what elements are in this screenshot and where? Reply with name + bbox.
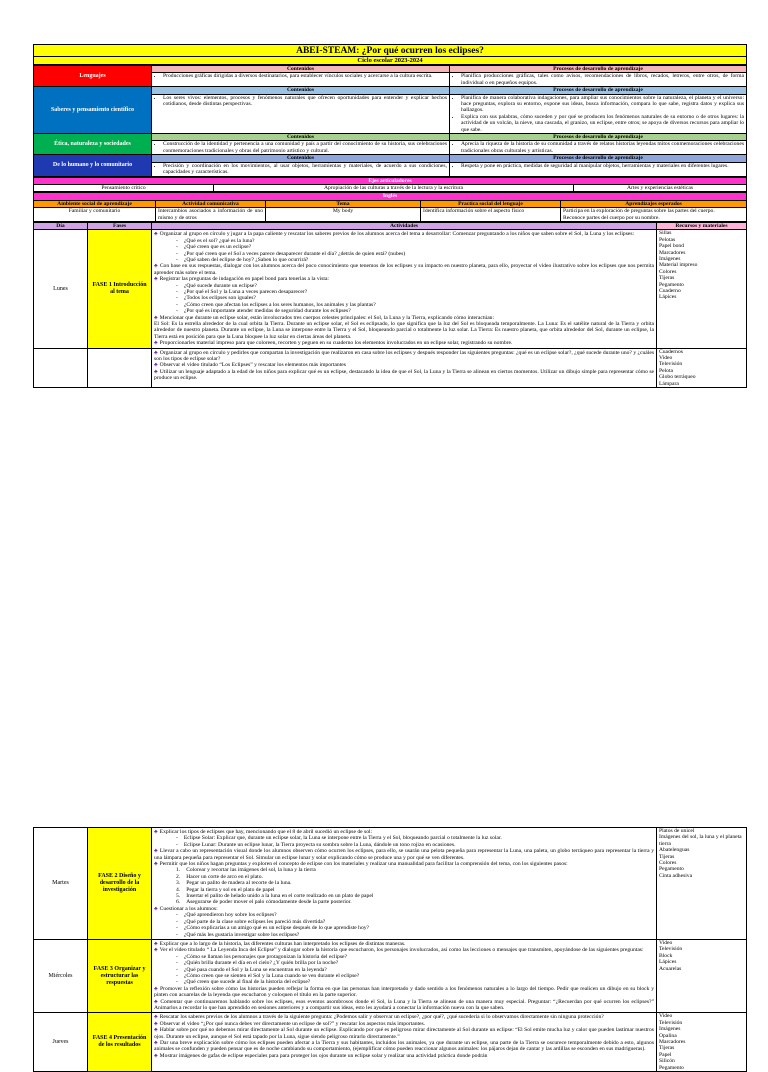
material-item: Cuadernos [659,348,683,355]
step-number: 2. [176,873,181,880]
dash-icon: - [176,966,178,973]
step-number: 3. [176,880,181,887]
procesos-cell [450,162,747,176]
bullet-list [154,141,447,154]
procesos-cell [450,94,747,133]
material-item: Tijeras [659,275,675,282]
activity-bullet-icon: ♣ [154,314,158,321]
day-cell: Jueves [34,1013,88,1072]
subitem-text: Eclipse Solar: Explicar que, durante un eclipse solar, la Luna se interpone entre la Tierra y el Sol, bloqueando parcial o totalmente la luz solar. [183,835,502,842]
activity-text: Explicar los tipos de eclipses que hay, mencionando que el 8 de abril sucedió un eclipse de sol: [159,829,373,835]
activities-cell [152,939,657,1012]
activity-text: Mencionar que durante un eclipse solar, están involucrados tres cuerpos celestes principales: el Sol, la Luna y la Tierra, explicando cómo interactúan: [159,314,495,321]
activity-item [154,321,654,340]
contenidos-header: Contenidos [152,155,450,162]
phase-cell: FASE 4 Presentación de los resultados [88,1013,152,1072]
activity-item [154,1040,654,1053]
lesson-plan-page-1 [33,44,746,388]
bullet-item: • Precisión y coordinación en los movimientos, al usar objetos, herramientas y materiales, de acuerdo a sus condiciones, capacidades y características. [163,163,447,176]
bullet-item: • Respeta y pone en práctica, medidas de seguridad al manipular objetos, herramientas y materiales en diferentes lugares. [461,163,744,169]
bullet-item: • Aprecia la riqueza de la historia de su comunidad a través de relatos historias leyendas mitos conmemoraciones celebraciones tradicionales obras culturales y artísticas. [461,141,744,154]
step-number: 4. [176,886,181,893]
english-col-header: Aprendizajes esperados [561,200,747,207]
day-cell: Lunes [34,230,88,348]
english-cell [561,208,747,222]
material-item: Papel [659,1051,672,1058]
dash-icon: - [176,308,178,315]
eje-item: Pensamiento crítico [34,184,214,191]
plan-col-header: Actividades [152,222,657,229]
material-item: Platos de unicel [659,828,695,834]
dash-icon: - [176,250,178,257]
area-name: Saberes y pensamiento científico [34,87,152,134]
school-cycle: Ciclo escolar 2023-2024 [34,57,747,65]
material-item: Televisión [659,361,683,368]
activity-text: Explicar que a lo largo de la historia, las diferentes culturas han interpretado los eclipses de distintas maneras. [159,940,406,947]
bullet-item: • Los seres vivos: elementos, procesos y fenómenos naturales que ofrecen oportunidades para entender y explicar hechos cotidianos, desde distintas perspectivas. [163,95,447,108]
subitem-text: ¿Por qué el Sol y la Luna a veces parecen desaparecer? [183,289,308,295]
activity-bullet-icon: ♣ [154,985,159,992]
activity-bullet-icon: ♣ [154,829,158,835]
contenido-cell [152,162,450,176]
material-item: Imágenes [659,1026,681,1033]
material-item: Papel bond [659,243,685,250]
material-item: Pelota [659,367,673,374]
plan-row [34,828,747,940]
activity-bullet-icon: ♣ [154,340,158,347]
activity-text: Utilizar un lenguaje adaptado a la edad de los niños para explicar qué es un eclipse, destacando la idea de que el Sol, la Luna y la Tierra se alinean en ciertos momentos. Utilizar un dibujo simple para representar cómo se produce un eclipse. [154,368,655,382]
material-item: Block [659,952,673,959]
english-cell: Intercambios asociados a información de uno mismo y de otros [156,208,266,222]
activity-text: Observar el video “¿Por qué nunca debes ver directamente un eclipse de sol?” y rescatar los aspectos más importantes. [159,1020,426,1027]
plan-table-2 [33,827,747,1072]
activity-text: Permitir que los niños hagan preguntas y exploren el concepto de eclipse con los materiales y realizar una manualidad para facilitar la comprensión del tema, con los siguientes pasos: [159,861,568,868]
contenidos-header: Contenidos [152,66,450,73]
bullet-list [154,95,447,108]
material-item: Sillas [659,230,672,237]
contenido-cell [152,73,450,87]
step-text: Hacer un corte de arco en el plato. [186,873,263,880]
activity-bullet-icon: ♣ [154,349,158,356]
activity-bullet-icon: ♣ [154,1027,158,1034]
subitem-text: Eclipse Lunar: Durante un eclipse lunar, la Tierra proyecta su sombra sobre la Luna, dándole un tono rojizo en ocasiones. [183,841,456,848]
step-text: Asegurarse de poder mover el palo cómodamente desde la parte posterior. [186,899,352,906]
bullet-item: • Planifica de manera colaborativa indagaciones, para ampliar sus conocimientos sobre la naturaleza, el planeta y el universo: hace preguntas, explora su entorno, expone sus ideas, busca información, compara lo que sabe, registra datos y explica sus hallazgos. [461,95,744,114]
material-item: Lápices [659,294,677,301]
activity-text: Comentar que continuaremos hablando sobre los eclipses, esos eventos asombrosos donde el Sol, la Luna y la Tierra se alinean de una manera muy especial. Preguntar: “¿Recuerdan por qué ocurren los eclipses?” Animarlos a recordar lo que han aprendido en sesiones anteriores y a compartir sus ideas, esto les ayudará a conectar la información nueva con la que saben. [154,998,654,1011]
material-item: Pegamento [659,1064,684,1071]
dash-icon: - [176,912,178,919]
activity-text: Mostrar imágenes de gafas de eclipse especiales para para proteger los ojos durante un eclipse solar y realizar una actividad práctica donde podrán [159,1052,488,1059]
phase-cell [88,348,152,387]
procesos-header: Procesos de desarrollo de aprendizaje [450,66,747,73]
dash-icon: - [176,282,178,289]
plan-table-1 [33,222,747,388]
material-item: Marcadores [659,1039,686,1045]
materials-cell [657,348,747,387]
activity-bullet-icon: ♣ [154,263,158,270]
english-cell: My body [266,208,421,222]
bullet-item: • Planifica producciones gráficas, tales como avisos, recomendaciones de libros, recados, letreros, entre otros, de forma individual o en pequeños equipos. [461,73,744,86]
activity-text: Hablar sobre por qué no debemos mirar directamente al Sol durante un eclipse. Explicando por qué es peligroso mirar directamente al Sol durante un eclipse: “El Sol emite mucha luz y calor que pueden lastimar nuestros ojos. Durante un eclipse, aunque el Sol está tapado por la Luna, sigue siendo peligroso mirarlo directamente.” [154,1027,654,1040]
activity-bullet-icon: ♣ [154,1014,158,1021]
activity-item [154,1027,654,1040]
materials-cell [657,939,747,1012]
dash-icon: - [176,256,178,263]
activity-item [154,848,654,861]
activities-cell [152,348,657,387]
english-col-header: Actividad comunicativa [156,200,266,207]
procesos-header: Procesos de desarrollo de aprendizaje [450,155,747,162]
dash-icon: - [176,841,178,848]
material-item: Video [659,355,673,362]
dash-icon: - [176,289,178,295]
material-item: Cuaderno [659,288,681,294]
material-item: Lámpara [659,380,679,387]
ejes-header: Ejes articuladores [34,177,747,184]
eje-item: Artes y experiencias estéticas [574,184,747,191]
material-item: Pegamento [659,281,684,288]
subitem-text: ¿Quién brilla durante el día en el cielo? ¿Y quién brilla por la noche? [183,960,339,967]
activity-text: Rescatar los saberes previos de los alumnos a través de la siguiente pregunta: ¿Podemos salir y observar un eclipse?, ¿por qué?, ¿qué sucedería si lo observamos directamente sin ninguna protección? [159,1014,604,1021]
material-item: Televisión [659,1019,683,1026]
english-col-header: Practica social del lenguaje [421,200,561,207]
subitem-text: ¿Todos los eclipses son iguales? [183,295,256,302]
bullet-list [452,141,744,154]
material-item: Imágenes [659,255,681,262]
eje-item: Apropiación de las culturas a través de la lectura y la escritura [214,184,574,191]
subitem-text: ¿Qué creen que es un eclipse? [183,244,252,251]
subitem-text: ¿Cómo creen que se sienten el Sol y la Luna cuando se ven durante el eclipse? [183,972,360,979]
bullet-item: • Producciones gráficas dirigidas a diversos destinatarios, para establecer vínculos sociales y acercarse a la cultura escrita. [163,73,447,79]
dash-icon: - [176,931,178,938]
material-item: Marcadores [659,249,686,256]
materials-cell [657,1013,747,1072]
bullet-item: • Construcción de la identidad y pertenencia a una comunidad y país a partir del conocimiento de su historia, sus celebraciones conmemoraciones tradicionales y obras del patrimonio artístico y cultural. [163,141,447,154]
step-text: Pegar un palito de madera al recorte de la luna. [186,880,292,887]
dash-icon: - [176,925,178,932]
phase-cell: FASE 1 Introducción al tema [88,230,152,348]
plan-row [34,230,747,348]
activity-item [154,350,654,363]
expected-learning: Participa en la exploración de preguntas sobre las partes del cuerpo. [563,208,715,215]
activity-text: Cuestionar a los alumnos: [159,905,218,912]
material-item: Pelotas [659,236,676,243]
activity-bullet-icon: ♣ [154,947,158,954]
ejes-table [33,177,747,193]
day-cell: Martes [34,828,88,940]
english-cell: Familiar y comunitario [34,208,156,222]
material-item: Abatelenguas [659,847,690,854]
lesson-plan-page-2 [33,827,746,1072]
activity-bullet-icon: ♣ [154,362,158,369]
step-text: Pegar la tierra y sol en el plato de papel [186,886,275,893]
subitem-text: ¿Cómo explicarías a un amigo qué es un eclipse después de lo que aprendiste hoy? [183,925,370,932]
header-table [33,44,747,65]
activity-subitem [176,932,654,938]
activity-text: Dar una breve explicación sobre cómo los eclipses pueden afectar a la Tierra y sus habitantes, incluidos los animales, ya que durante un eclipse, una parte de la Tierra se oscurece temporalmente debido a esto, algunos animales se confunden y pueden pensar que es de noche cambiando su comportamiento, (ejemplificar cómo pueden reaccionar algunos animales: los pájaros dejan de cantar y las ardillas se esconden en sus madrigueras). [154,1040,655,1053]
subitem-text: ¿Qué parte de la clase sobre eclipses les pareció más divertida? [183,918,326,925]
activity-bullet-icon: ♣ [154,1052,158,1059]
english-cell: Identifica información sobre el aspecto físico [421,208,561,222]
material-item: Tijeras [659,1045,675,1052]
material-item: Material impreso [659,262,698,269]
activity-bullet-icon: ♣ [154,1020,158,1027]
activity-item [154,369,654,382]
material-item: Colores [659,268,677,275]
activity-item [154,986,654,999]
dash-icon: - [176,244,178,251]
activities-cell [152,1013,657,1072]
activity-text: Organizar al grupo en círculo y jugar a la papa caliente y rescatar los saberes previos de los alumnos acerca del tema a desarrollar: Comenzar preguntando a los niños que saben sobre el Sol, la Luna y los eclipses: [159,231,635,238]
step-number: 6. [176,899,181,906]
activity-bullet-icon: ♣ [154,368,158,375]
subitem-text: ¿Qué saben del eclipse de hoy? ¿Saben lo que ocurrirá? [183,256,309,263]
activity-item [154,1053,654,1059]
contenidos-header: Contenidos [152,87,450,94]
activities-cell [152,230,657,348]
day-cell: Miércoles [34,939,88,1012]
english-table [33,192,747,222]
procesos-cell [450,141,747,155]
dash-icon: - [176,835,178,842]
subitem-text: ¿Qué creen que sucede al final de la historia del eclipse? [183,979,311,986]
activity-bullet-icon: ♣ [154,861,158,868]
step-text: Insertar el palito de helado unido a la luna en el corte realizado en un plato de papel [186,893,374,900]
activity-item [154,999,654,1012]
dash-icon: - [176,237,178,244]
bullet-list [154,73,447,79]
activity-bullet-icon: ♣ [154,905,158,912]
activity-text: Ver el video titulado “ La Leyenda Inca del Eclipse” y dialogar sobre la historia que escucharon, los personajes involucrados, así como las lecciones o mensajes que transmiten, apoyándose de las siguientes preguntas: [159,947,644,954]
material-item: Silicón [659,1058,675,1065]
dash-icon: - [176,953,178,960]
materials-cell [657,828,747,940]
activity-text: Promover la reflexión sobre cómo las historias pueden reflejar la forma en que las personas han interpretado y dado sentido a los fenómenos naturales a lo largo del tiempo. Pedir que realicen un dibujo en su block y pinten con acuarelas de la leyenda que escucharon y coloquen el título en la parte superior. [154,985,654,999]
dash-icon: - [176,972,178,979]
step-text: Colorear y recortar las imágenes del sol, la luna y la tierra [186,867,316,874]
activity-bullet-icon: ♣ [154,276,158,283]
contenido-cell [152,94,450,133]
subitem-text: ¿Qué más les gustaría investigar sobre los eclipses? [183,931,300,938]
document-title: ABEI-STEAM: ¿Por qué ocurren los eclipses? [34,45,747,57]
bullet-list [452,163,744,169]
material-item: Televisión [659,946,683,953]
activity-text: Registrar las preguntas de indagación en papel bond para tenerlas a la vista: [159,276,329,283]
english-header: Inglés [34,193,747,200]
activity-bullet-icon: ♣ [154,998,159,1005]
dash-icon: - [176,960,178,967]
material-item: Acuarelas [659,965,682,972]
step-number: 1. [176,867,181,874]
contenidos-header: Contenidos [152,134,450,141]
plan-col-header: Recursos y materiales [657,222,747,229]
areas-table [33,65,747,177]
subitem-text: ¿Qué aprendieron hoy sobre los eclipses? [183,912,277,919]
expected-learning: Reconoce partes del cuerpo por su nombre. [563,214,660,221]
activity-bullet-icon: ♣ [154,848,158,855]
dash-icon: - [176,918,178,925]
material-item: Pegamento [659,866,684,873]
dash-icon: - [176,295,178,302]
area-name: Ética, naturaleza y sociedades [34,134,152,155]
activity-text: Proporcionarles material impreso para que coloreen, recorten y peguen en su cuaderno los elementos involucrados en un eclipse solar, registrando su nombre. [159,340,513,347]
subitem-text: ¿Por qué es importante atender medidas de seguridad durante los eclipses? [183,308,351,315]
contenido-cell [152,141,450,155]
subitem-text: ¿Cómo se llaman los personajes que protagonizan la historia del eclipse? [183,953,347,960]
activity-item [154,263,654,276]
bullet-item: • Explica con sus palabras, cómo suceden y por qué se producen los fenómenos naturales de su entorno o de otros lugares: la actividad de un volcán, la nieve, una cascada, el granizo, un eclipse, entre otros; se apoya de diversos recursos para ampliar lo que sabe. [461,114,744,133]
material-item: Imágenes del sol, la luna y el planeta tierra [659,834,742,847]
area-name: Lenguajes [34,66,152,87]
activity-bullet-icon: ♣ [154,231,158,238]
materials-cell [657,230,747,348]
material-item: Globo terráqueo [659,374,696,381]
material-item: Colores [659,860,677,867]
activity-text: Llevar a cabo un representación visual donde los alumnos observen cómo ocurren los eclipses, para ello, se usarán una pelota pequeña para representar la Luna, una paleta, un globo terráqueo para representar la tierra y una lámpara pequeña para representar el Sol. Simular un eclipse lunar y solar explicando cómo se produce una y por qué se ven diferentes. [154,848,655,861]
subitem-text: ¿Cómo creen que afectan los eclipses a los seres humanos, los animales y las plantas? [183,301,376,308]
area-name: De lo humano y lo comunitario [34,155,152,176]
bullet-list [154,163,447,176]
activity-text: Con base en sus respuestas, dialogar con los alumnos acerca del poco conocimiento que tenemos de los eclipses y su impacto en nuestro planeta, para ello, proyectar el video ilustrativo sobre los eclipses que nos permita aprender más sobre el tema. [154,263,655,276]
procesos-cell [450,73,747,87]
phase-cell: FASE 3 Organizar y estructurar las respuestas [88,939,152,1012]
day-cell [34,348,88,387]
plan-col-header: Día [34,222,88,229]
subitem-text: ¿Qué es el sol? ¿qué es la luna? [183,237,255,244]
material-item: Opalina [659,1032,677,1039]
material-item: Lápices [659,959,677,966]
bullet-list [452,73,744,86]
phase-cell: FASE 2 Diseño y desarrollo de la investigación [88,828,152,940]
plan-row [34,348,747,387]
subitem-text: ¿Qué sucede durante un eclipse? [183,282,257,289]
bullet-list [452,95,744,133]
activity-text: Organizar al grupo en círculo y pedirles que compartan la investigación que realizaron en casa sobre los eclipses y después responder las siguientes preguntas: ¿qué es un eclipse solar?, ¿qué sucede durante uno? y ¿cuáles son los tipos de eclipse solar? [154,349,654,363]
activities-cell [152,828,657,940]
activity-bullet-icon: ♣ [154,940,158,947]
activity-item [154,340,654,346]
material-item: Video [659,939,673,946]
plan-row [34,939,747,1012]
dash-icon: - [176,979,178,986]
english-col-header: Tema [266,200,421,207]
activity-text: El Sol: Es la estrella alrededor de la cual orbita la Tierra. Durante un eclipse solar, el Sol es eclipsado, lo que significa que la luz del Sol es bloqueada temporalmente. La Luna: Es el satélite natural de la Tierra y orbita alrededor de nuestro planeta. Durante un eclipse, la Luna se interpone entre la Tierra y el Sol, bloqueando parcial o totalmente la luz solar. La Tierra: Es nuestro planeta, que orbita alrededor del Sol, durante un eclipse, la Tierra está en posición para que la Luna bloquee la luz solar en ciertas áreas del planeta. [154,321,654,340]
material-item: Cinta adhesiva [659,872,693,879]
subitem-text: ¿Qué pasa cuando el Sol y la Luna se encuentran en la leyenda? [183,966,327,973]
dash-icon: - [176,301,178,308]
activity-bullet-icon: ♣ [154,1040,158,1046]
plan-row [34,1013,747,1072]
step-number: 5. [176,893,181,900]
procesos-header: Procesos de desarrollo de aprendizaje [450,134,747,141]
plan-col-header: Fases [88,222,152,229]
procesos-header: Procesos de desarrollo de aprendizaje [450,87,747,94]
english-col-header: Ambiente social de aprendizaje [34,200,156,207]
activity-text: Observar el video titulado “Los Eclipses” y rescatar los elementos más importantes [159,362,346,369]
subitem-text: ¿Por qué creen que el Sol a veces parece desaparecer durante el día? ¿detrás de quien está? (nubes) [183,250,406,257]
material-item: Tijeras [659,853,675,860]
material-item: Video [659,1013,673,1020]
